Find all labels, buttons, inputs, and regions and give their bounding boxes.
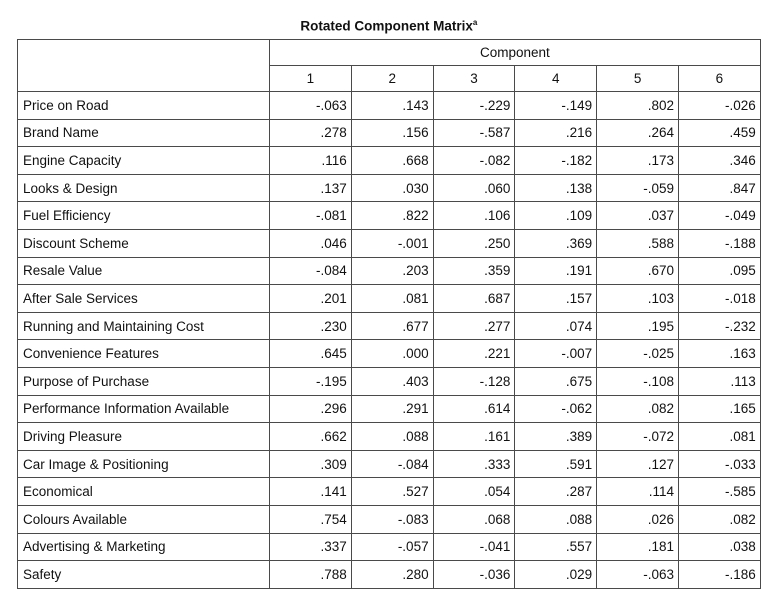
loading-cell: .127	[597, 450, 679, 478]
loading-cell: .157	[515, 285, 597, 313]
loading-cell: .109	[515, 202, 597, 230]
loading-cell: -.232	[678, 312, 760, 340]
table-row	[18, 423, 761, 451]
loading-cell: .264	[597, 119, 679, 147]
loading-cell: -.033	[678, 450, 760, 478]
loading-cell: .250	[433, 229, 515, 257]
loading-cell: -.587	[433, 119, 515, 147]
loading-cell: -.083	[351, 505, 433, 533]
loading-cell: -.108	[597, 367, 679, 395]
table-row	[18, 257, 761, 285]
matrix-table	[17, 13, 761, 589]
loading-cell: .847	[678, 174, 760, 202]
loading-cell: .614	[433, 395, 515, 423]
loading-cell: -.001	[351, 229, 433, 257]
loading-cell: .403	[351, 367, 433, 395]
loading-cell: -.063	[270, 92, 352, 120]
row-label: Purpose of Purchase	[18, 367, 270, 395]
loading-cell: .280	[351, 561, 433, 589]
loading-cell: .668	[351, 147, 433, 175]
loading-cell: .788	[270, 561, 352, 589]
row-label: Price on Road	[18, 92, 270, 120]
loading-cell: .287	[515, 478, 597, 506]
loading-cell: -.057	[351, 533, 433, 561]
column-header-5: 5	[597, 66, 679, 92]
loading-cell: .106	[433, 202, 515, 230]
row-label: Resale Value	[18, 257, 270, 285]
table-row	[18, 367, 761, 395]
row-label: Fuel Efficiency	[18, 202, 270, 230]
loading-cell: .181	[597, 533, 679, 561]
row-label: Economical	[18, 478, 270, 506]
column-header-3: 3	[433, 66, 515, 92]
loading-cell: -.049	[678, 202, 760, 230]
loading-cell: .038	[678, 533, 760, 561]
row-label: Performance Information Available	[18, 395, 270, 423]
loading-cell: .557	[515, 533, 597, 561]
loading-cell: .037	[597, 202, 679, 230]
row-label: Discount Scheme	[18, 229, 270, 257]
loading-cell: -.007	[515, 340, 597, 368]
loading-cell: .054	[433, 478, 515, 506]
table-row	[18, 395, 761, 423]
loading-cell: .116	[270, 147, 352, 175]
table-row	[18, 119, 761, 147]
loading-cell: .029	[515, 561, 597, 589]
loading-cell: .173	[597, 147, 679, 175]
loading-cell: .675	[515, 367, 597, 395]
loading-cell: .662	[270, 423, 352, 451]
loading-cell: .095	[678, 257, 760, 285]
column-header-4: 4	[515, 66, 597, 92]
table-row	[18, 174, 761, 202]
row-label: Convenience Features	[18, 340, 270, 368]
loading-cell: .201	[270, 285, 352, 313]
loading-cell: .822	[351, 202, 433, 230]
table-row	[18, 92, 761, 120]
title-footnote-marker: a	[472, 18, 478, 28]
loading-cell: .230	[270, 312, 352, 340]
loading-cell: .082	[597, 395, 679, 423]
loading-cell: .591	[515, 450, 597, 478]
loading-cell: .074	[515, 312, 597, 340]
loading-cell: .156	[351, 119, 433, 147]
loading-cell: .088	[515, 505, 597, 533]
loading-cell: .165	[678, 395, 760, 423]
loading-cell: .163	[678, 340, 760, 368]
row-label: Advertising & Marketing	[18, 533, 270, 561]
loading-cell: -.186	[678, 561, 760, 589]
loading-cell: .291	[351, 395, 433, 423]
row-label: Safety	[18, 561, 270, 589]
loading-cell: .081	[678, 423, 760, 451]
loading-cell: -.149	[515, 92, 597, 120]
loading-cell: -.585	[678, 478, 760, 506]
loading-cell: .369	[515, 229, 597, 257]
table-row	[18, 450, 761, 478]
loading-cell: .068	[433, 505, 515, 533]
table-row	[18, 147, 761, 175]
loading-cell: -.026	[678, 92, 760, 120]
row-label: Car Image & Positioning	[18, 450, 270, 478]
loading-cell: .687	[433, 285, 515, 313]
loading-cell: -.229	[433, 92, 515, 120]
component-header: Component	[270, 40, 761, 66]
table-row	[18, 312, 761, 340]
loading-cell: .278	[270, 119, 352, 147]
loading-cell: -.182	[515, 147, 597, 175]
loading-cell: .309	[270, 450, 352, 478]
loading-cell: .141	[270, 478, 352, 506]
loading-cell: .277	[433, 312, 515, 340]
loading-cell: .161	[433, 423, 515, 451]
loading-cell: .645	[270, 340, 352, 368]
loading-cell: .527	[351, 478, 433, 506]
loading-cell: -.063	[597, 561, 679, 589]
loading-cell: -.084	[270, 257, 352, 285]
table-row	[18, 229, 761, 257]
loading-cell: .754	[270, 505, 352, 533]
loading-cell: .060	[433, 174, 515, 202]
loading-cell: .221	[433, 340, 515, 368]
column-header-2: 2	[351, 66, 433, 92]
loading-cell: .216	[515, 119, 597, 147]
loading-cell: .138	[515, 174, 597, 202]
row-label: After Sale Services	[18, 285, 270, 313]
row-label: Brand Name	[18, 119, 270, 147]
loading-cell: .677	[351, 312, 433, 340]
loading-cell: .081	[351, 285, 433, 313]
loading-cell: -.195	[270, 367, 352, 395]
table-row	[18, 478, 761, 506]
loading-cell: .203	[351, 257, 433, 285]
loading-cell: .359	[433, 257, 515, 285]
table-row	[18, 561, 761, 589]
loading-cell: .333	[433, 450, 515, 478]
loading-cell: .103	[597, 285, 679, 313]
loading-cell: .191	[515, 257, 597, 285]
row-label: Looks & Design	[18, 174, 270, 202]
loading-cell: .337	[270, 533, 352, 561]
loading-cell: .082	[678, 505, 760, 533]
loading-cell: .026	[597, 505, 679, 533]
loading-cell: .088	[351, 423, 433, 451]
row-label: Engine Capacity	[18, 147, 270, 175]
row-label: Colours Available	[18, 505, 270, 533]
loading-cell: .346	[678, 147, 760, 175]
loading-cell: -.025	[597, 340, 679, 368]
loading-cell: .802	[597, 92, 679, 120]
loading-cell: .296	[270, 395, 352, 423]
loading-cell: -.081	[270, 202, 352, 230]
rotated-component-matrix	[17, 13, 761, 589]
loading-cell: .046	[270, 229, 352, 257]
table-row	[18, 533, 761, 561]
row-label: Driving Pleasure	[18, 423, 270, 451]
group-header-row	[18, 40, 761, 66]
table-row	[18, 202, 761, 230]
loading-cell: -.128	[433, 367, 515, 395]
loading-cell: -.059	[597, 174, 679, 202]
column-header-1: 1	[270, 66, 352, 92]
loading-cell: .137	[270, 174, 352, 202]
table-row	[18, 285, 761, 313]
loading-cell: -.062	[515, 395, 597, 423]
loading-cell: -.018	[678, 285, 760, 313]
title-row	[18, 13, 761, 40]
column-header-6: 6	[678, 66, 760, 92]
loading-cell: -.036	[433, 561, 515, 589]
loading-cell: -.084	[351, 450, 433, 478]
loading-cell: -.188	[678, 229, 760, 257]
loading-cell: .113	[678, 367, 760, 395]
table-row	[18, 505, 761, 533]
loading-cell: -.082	[433, 147, 515, 175]
row-label: Running and Maintaining Cost	[18, 312, 270, 340]
table-title-text: Rotated Component Matrix	[300, 18, 473, 34]
loading-cell: .389	[515, 423, 597, 451]
loading-cell: -.072	[597, 423, 679, 451]
table-row	[18, 340, 761, 368]
loading-cell: .588	[597, 229, 679, 257]
loading-cell: .143	[351, 92, 433, 120]
loading-cell: .670	[597, 257, 679, 285]
loading-cell: .000	[351, 340, 433, 368]
loading-cell: .459	[678, 119, 760, 147]
loading-cell: .114	[597, 478, 679, 506]
loading-cell: .030	[351, 174, 433, 202]
loading-cell: -.041	[433, 533, 515, 561]
corner-cell	[18, 40, 270, 92]
loading-cell: .195	[597, 312, 679, 340]
table-title	[18, 13, 761, 40]
